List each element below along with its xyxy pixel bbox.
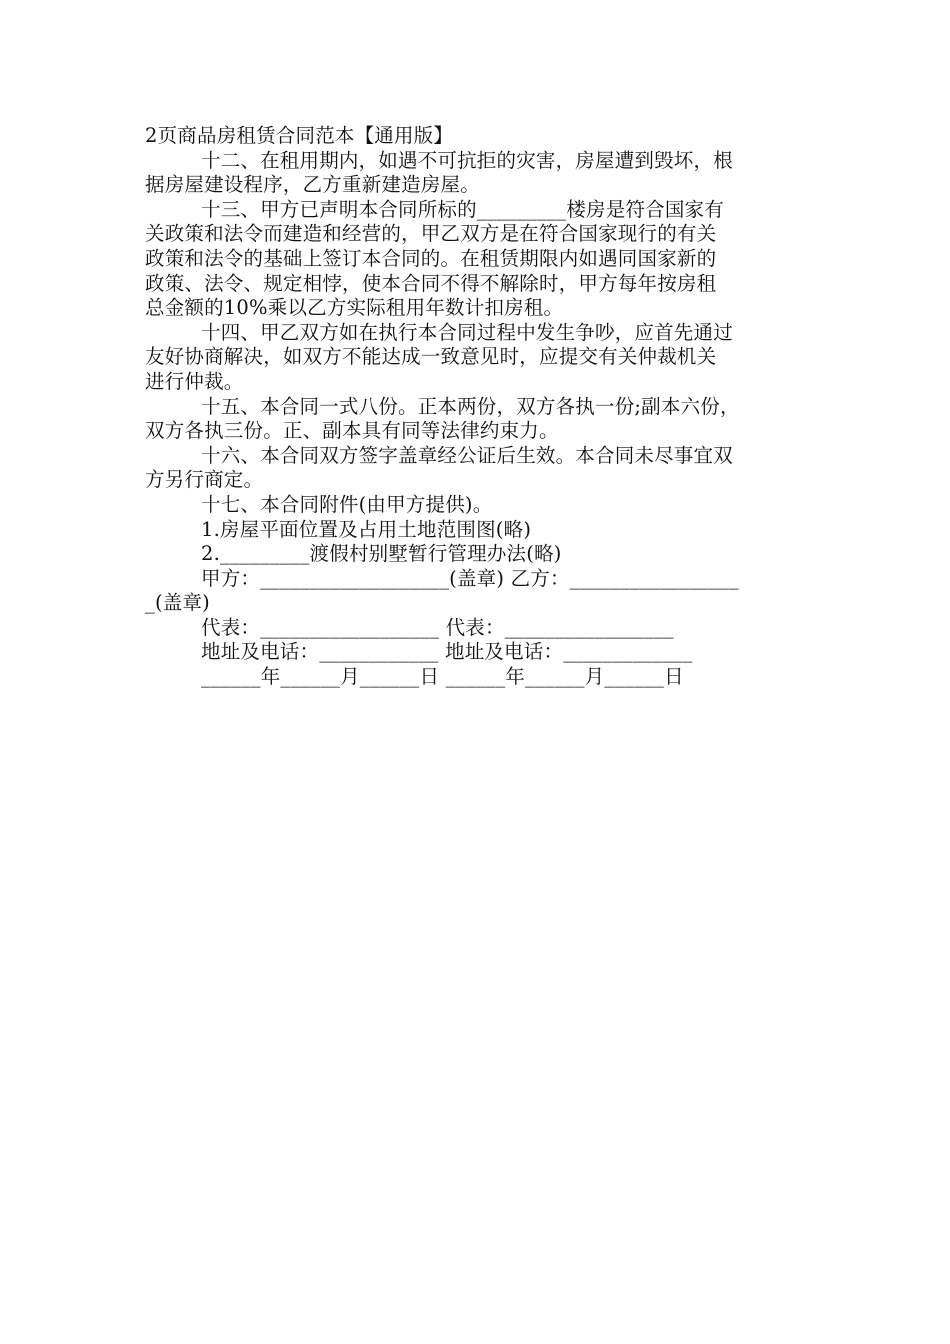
document-line: 2._________渡假村别墅暂行管理办法(略) bbox=[201, 542, 562, 566]
document-title: 2页商品房租赁合同范本【通用版】 bbox=[145, 124, 454, 147]
document-line: 双方各执三份。正、副本具有同等法律约束力。 bbox=[145, 419, 559, 443]
document-line: 地址及电话：____________ 地址及电话：_____________ bbox=[201, 640, 693, 664]
document-line: 关政策和法令而建造和经营的，甲乙双方是在符合国家现行的有关 bbox=[145, 222, 717, 246]
document-line: 十四、甲乙双方如在执行本合同过程中发生争吵，应首先通过 bbox=[201, 320, 733, 344]
document-line: 友好协商解决，如双方不能达成一致意见时，应提交有关仲裁机关 bbox=[145, 345, 717, 369]
document-line: 十二、在租用期内，如遇不可抗拒的灾害，房屋遭到毁坏，根 bbox=[201, 148, 733, 172]
document-line: 十六、本合同双方签字盖章经公证后生效。本合同未尽事宜双 bbox=[201, 443, 733, 467]
document-line: ______年______月______日 ______年______月______日 bbox=[201, 665, 684, 689]
document-line: 据房屋建设程序，乙方重新建造房屋。 bbox=[145, 173, 480, 197]
document-line: 总金额的10%乘以乙方实际租用年数计扣房租。 bbox=[145, 296, 564, 320]
document-line: 十五、本合同一式八份。正本两份，双方各执一份;副本六份， bbox=[201, 394, 740, 418]
document-body bbox=[145, 149, 817, 690]
document-line: 甲方：___________________(盖章) 乙方：_________________ bbox=[201, 566, 739, 590]
document-line: 1.房屋平面位置及占用土地范围图(略) bbox=[201, 517, 532, 541]
document-line: 政策、法令、规定相悖，使本合同不得不解除时，甲方每年按房租 bbox=[145, 271, 717, 295]
document-line: 方另行商定。 bbox=[145, 468, 264, 492]
document-line: 进行仲裁。 bbox=[145, 369, 244, 393]
document-line: _(盖章) bbox=[145, 591, 210, 615]
document-page bbox=[145, 124, 817, 690]
document-line: 十七、本合同附件(由甲方提供)。 bbox=[201, 492, 493, 516]
document-line: 政策和法令的基础上签订本合同的。在租赁期限内如遇同国家新的 bbox=[145, 246, 717, 270]
document-line: 十三、甲方已声明本合同所标的_________楼房是符合国家有 bbox=[201, 197, 724, 221]
document-line: 代表：__________________ 代表：_________________ bbox=[201, 615, 674, 639]
